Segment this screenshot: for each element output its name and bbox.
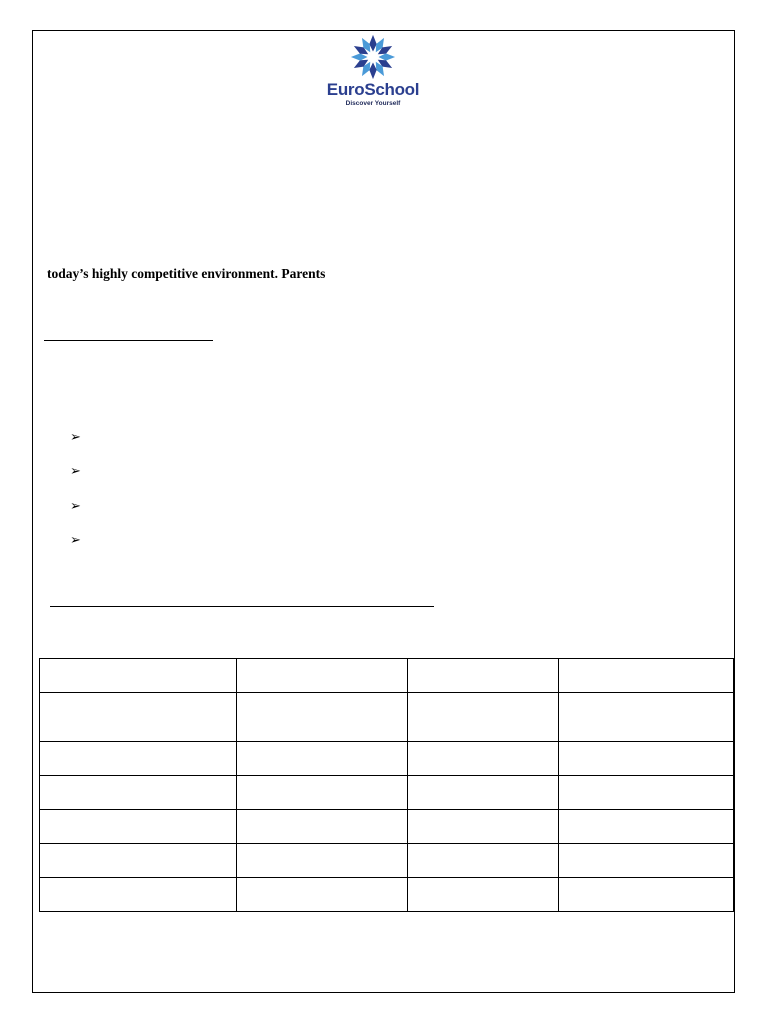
table-cell [237, 844, 408, 878]
table-cell [237, 659, 408, 693]
table-cell [237, 742, 408, 776]
table-cell [408, 878, 559, 912]
arrow-bullet-icon: ➢ [70, 429, 81, 444]
table-cell [40, 693, 237, 742]
table-cell [408, 810, 559, 844]
table-cell [408, 742, 559, 776]
table-cell [559, 659, 734, 693]
table-row [40, 810, 734, 844]
table-cell [40, 776, 237, 810]
table-cell [237, 810, 408, 844]
table-cell [559, 810, 734, 844]
logo-name: EuroSchool [326, 80, 420, 99]
table-row [40, 844, 734, 878]
table-row [40, 878, 734, 912]
logo-tagline: Discover Yourself [345, 100, 401, 107]
table-cell [559, 776, 734, 810]
table-row [40, 659, 734, 693]
table-cell [559, 844, 734, 878]
table-row [40, 693, 734, 742]
table-cell [237, 693, 408, 742]
table-cell [408, 776, 559, 810]
table-row [40, 776, 734, 810]
intro-text: today’s highly competitive environment. Parents [47, 266, 326, 281]
table-row [40, 742, 734, 776]
table-cell [40, 742, 237, 776]
data-table [39, 658, 734, 912]
table-cell [40, 659, 237, 693]
heading-underline [44, 340, 213, 341]
arrow-bullet-icon: ➢ [70, 532, 81, 547]
arrow-bullet-icon: ➢ [70, 498, 81, 513]
table-cell [40, 810, 237, 844]
table-cell [408, 693, 559, 742]
star-emblem-icon [348, 34, 398, 80]
table-cell [40, 844, 237, 878]
table-cell [237, 776, 408, 810]
table-cell [559, 693, 734, 742]
table-cell [237, 878, 408, 912]
table-cell [408, 659, 559, 693]
euroschool-logo [318, 34, 428, 110]
table-cell [559, 742, 734, 776]
arrow-bullet-icon: ➢ [70, 463, 81, 478]
table-cell [559, 878, 734, 912]
section-underline [50, 606, 434, 607]
table-cell [408, 844, 559, 878]
table-cell [40, 878, 237, 912]
